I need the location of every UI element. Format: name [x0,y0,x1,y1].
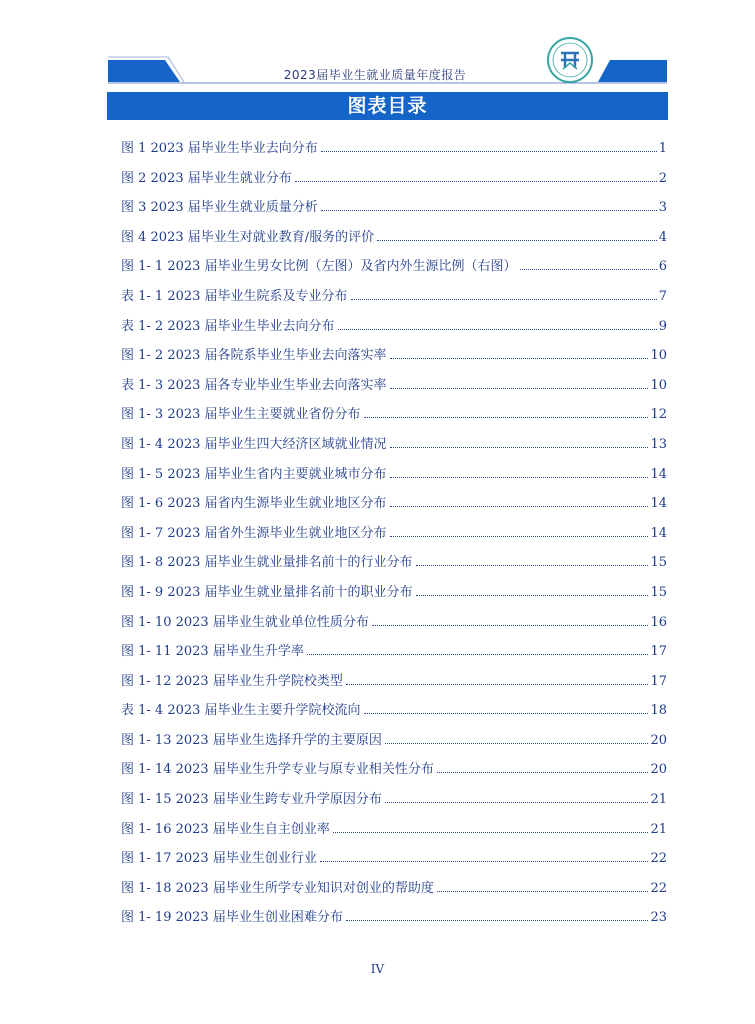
toc-entry-label: 图 1- 18 2023 届毕业生所学专业知识对创业的帮助度 [121,880,434,896]
toc-entry[interactable] [121,137,667,167]
toc-entry[interactable] [121,315,667,345]
toc-entry-page: 18 [650,703,667,719]
toc-leader-dots [333,832,649,833]
section-title: 图表目录 [107,92,668,120]
toc-entry-label: 图 1- 19 2023 届毕业生创业困难分布 [121,910,343,926]
toc-leader-dots [385,743,649,744]
header-right-block [598,60,667,82]
toc-entry-page: 22 [650,851,667,867]
toc-leader-dots [295,181,657,182]
report-title: 2023届毕业生就业质量年度报告 [283,68,467,82]
toc-entry[interactable] [121,344,667,374]
toc-entry-page: 14 [650,466,667,482]
toc-leader-dots [390,477,649,478]
toc-entry[interactable] [121,640,667,670]
toc-entry-page: 2 [658,170,667,186]
toc-entry-label: 图 1- 10 2023 届毕业生就业单位性质分布 [121,614,369,630]
toc-entry[interactable] [121,463,667,493]
toc-entry-page: 10 [650,348,667,364]
toc-entry-page: 20 [650,732,667,748]
toc-entry[interactable] [121,699,667,729]
toc-leader-dots [437,891,649,892]
toc-leader-dots [372,625,649,626]
toc-entry-label: 图 1- 17 2023 届毕业生创业行业 [121,851,317,867]
toc-entry-page: 17 [650,644,667,660]
toc-entry-page: 15 [650,555,667,571]
toc-entry[interactable] [121,285,667,315]
toc-leader-dots [390,536,649,537]
toc-entry-label: 图 1- 2 2023 届各院系毕业生毕业去向落实率 [121,348,387,364]
toc-entry-page: 6 [658,259,667,275]
toc-leader-dots [377,240,657,241]
toc-leader-dots [346,684,649,685]
toc-entry[interactable] [121,403,667,433]
toc-entry[interactable] [121,167,667,197]
toc-entry-label: 图 1- 6 2023 届省内生源毕业生就业地区分布 [121,496,387,512]
toc-entry[interactable] [121,877,667,907]
toc-leader-dots [320,861,649,862]
toc-entry-label: 表 1- 1 2023 届毕业生院系及专业分布 [121,288,348,304]
toc-entry[interactable] [121,788,667,818]
toc-entry-page: 1 [658,141,667,156]
toc-leader-dots [346,920,649,921]
toc-entry[interactable] [121,492,667,522]
toc-entry-label: 表 1- 3 2023 届各专业毕业生毕业去向落实率 [121,377,387,393]
toc-entry[interactable] [121,374,667,404]
toc-entry-label: 图 1- 14 2023 届毕业生升学专业与原专业相关性分布 [121,762,434,778]
toc-entry-label: 图 1- 16 2023 届毕业生自主创业率 [121,821,330,837]
toc-entry-label: 图 1- 8 2023 届毕业生就业量排名前十的行业分布 [121,555,413,571]
toc-entry-label: 图 1- 9 2023 届毕业生就业量排名前十的职业分布 [121,584,413,600]
toc-leader-dots [321,210,657,211]
school-emblem-icon [546,36,594,84]
toc-entry-page: 13 [650,436,667,452]
toc-leader-dots [321,151,657,152]
toc-entry-label: 图 1- 4 2023 届毕业生四大经济区域就业情况 [121,436,387,452]
toc-entry-label: 图 1- 11 2023 届毕业生升学率 [121,644,304,660]
toc-entry-page: 21 [650,792,667,808]
toc-entry-label: 表 1- 2 2023 届毕业生毕业去向分布 [121,318,335,334]
toc-entry-page: 17 [650,673,667,689]
toc-leader-dots [390,388,649,389]
toc-entry[interactable] [121,611,667,641]
toc-entry-label: 图 1- 7 2023 届省外生源毕业生就业地区分布 [121,525,387,541]
toc-entry-page: 15 [650,584,667,600]
toc-entry-label: 图 1- 1 2023 届毕业生男女比例（左图）及省内外生源比例（右图） [121,259,517,275]
toc-entry-page: 4 [658,229,667,245]
toc-entry-page: 21 [650,821,667,837]
toc-leader-dots [390,506,649,507]
toc-leader-dots [416,595,649,596]
toc-entry-page: 7 [658,288,667,304]
toc-entry[interactable] [121,226,667,256]
toc-entry-label: 图 1- 3 2023 届毕业生主要就业省份分布 [121,407,361,423]
toc-entry-page: 9 [658,318,667,334]
toc-entry[interactable] [121,906,667,936]
toc-entry[interactable] [121,522,667,552]
toc-leader-dots [307,654,649,655]
toc-entry[interactable] [121,255,667,285]
toc-entry-label: 图 1- 13 2023 届毕业生选择升学的主要原因 [121,732,382,748]
toc-leader-dots [364,713,649,714]
toc-entry[interactable] [121,196,667,226]
toc-entry-page: 3 [658,200,667,216]
toc-entry-label: 图 3 2023 届毕业生就业质量分析 [121,200,318,216]
toc-leader-dots [385,802,649,803]
toc-entry-label: 图 1 2023 届毕业生毕业去向分布 [121,141,318,156]
toc-entry[interactable] [121,551,667,581]
toc-entry[interactable] [121,847,667,877]
toc-entry[interactable] [121,729,667,759]
toc-entry[interactable] [121,818,667,848]
toc-leader-dots [390,447,649,448]
toc-entry-page: 12 [650,407,667,423]
toc-leader-dots [416,565,649,566]
toc-leader-dots [351,299,657,300]
header-left-block [108,60,180,82]
toc-entry-page: 22 [650,880,667,896]
toc-entry-label: 图 2 2023 届毕业生就业分布 [121,170,292,186]
toc-entry-page: 14 [650,525,667,541]
toc-leader-dots [437,772,649,773]
toc-leader-dots [390,358,649,359]
toc-entry[interactable] [121,581,667,611]
toc-leader-dots [364,417,649,418]
toc-entry-label: 图 1- 5 2023 届毕业生省内主要就业城市分布 [121,466,387,482]
toc-entry-page: 10 [650,377,667,393]
page-number: IV [370,962,385,976]
toc-entry[interactable] [121,758,667,788]
toc-entry-page: 14 [650,496,667,512]
table-of-figures [121,137,667,936]
toc-entry-label: 图 1- 12 2023 届毕业生升学院校类型 [121,673,343,689]
toc-entry[interactable] [121,670,667,700]
toc-entry-page: 23 [650,910,667,926]
toc-leader-dots [520,269,657,270]
toc-entry-label: 图 4 2023 届毕业生对就业教育/服务的评价 [121,229,375,245]
toc-leader-dots [338,329,657,330]
toc-entry-label: 表 1- 4 2023 届毕业生主要升学院校流向 [121,703,361,719]
toc-entry-page: 16 [650,614,667,630]
toc-entry[interactable] [121,433,667,463]
toc-entry-page: 20 [650,762,667,778]
toc-entry-label: 图 1- 15 2023 届毕业生跨专业升学原因分布 [121,792,382,808]
